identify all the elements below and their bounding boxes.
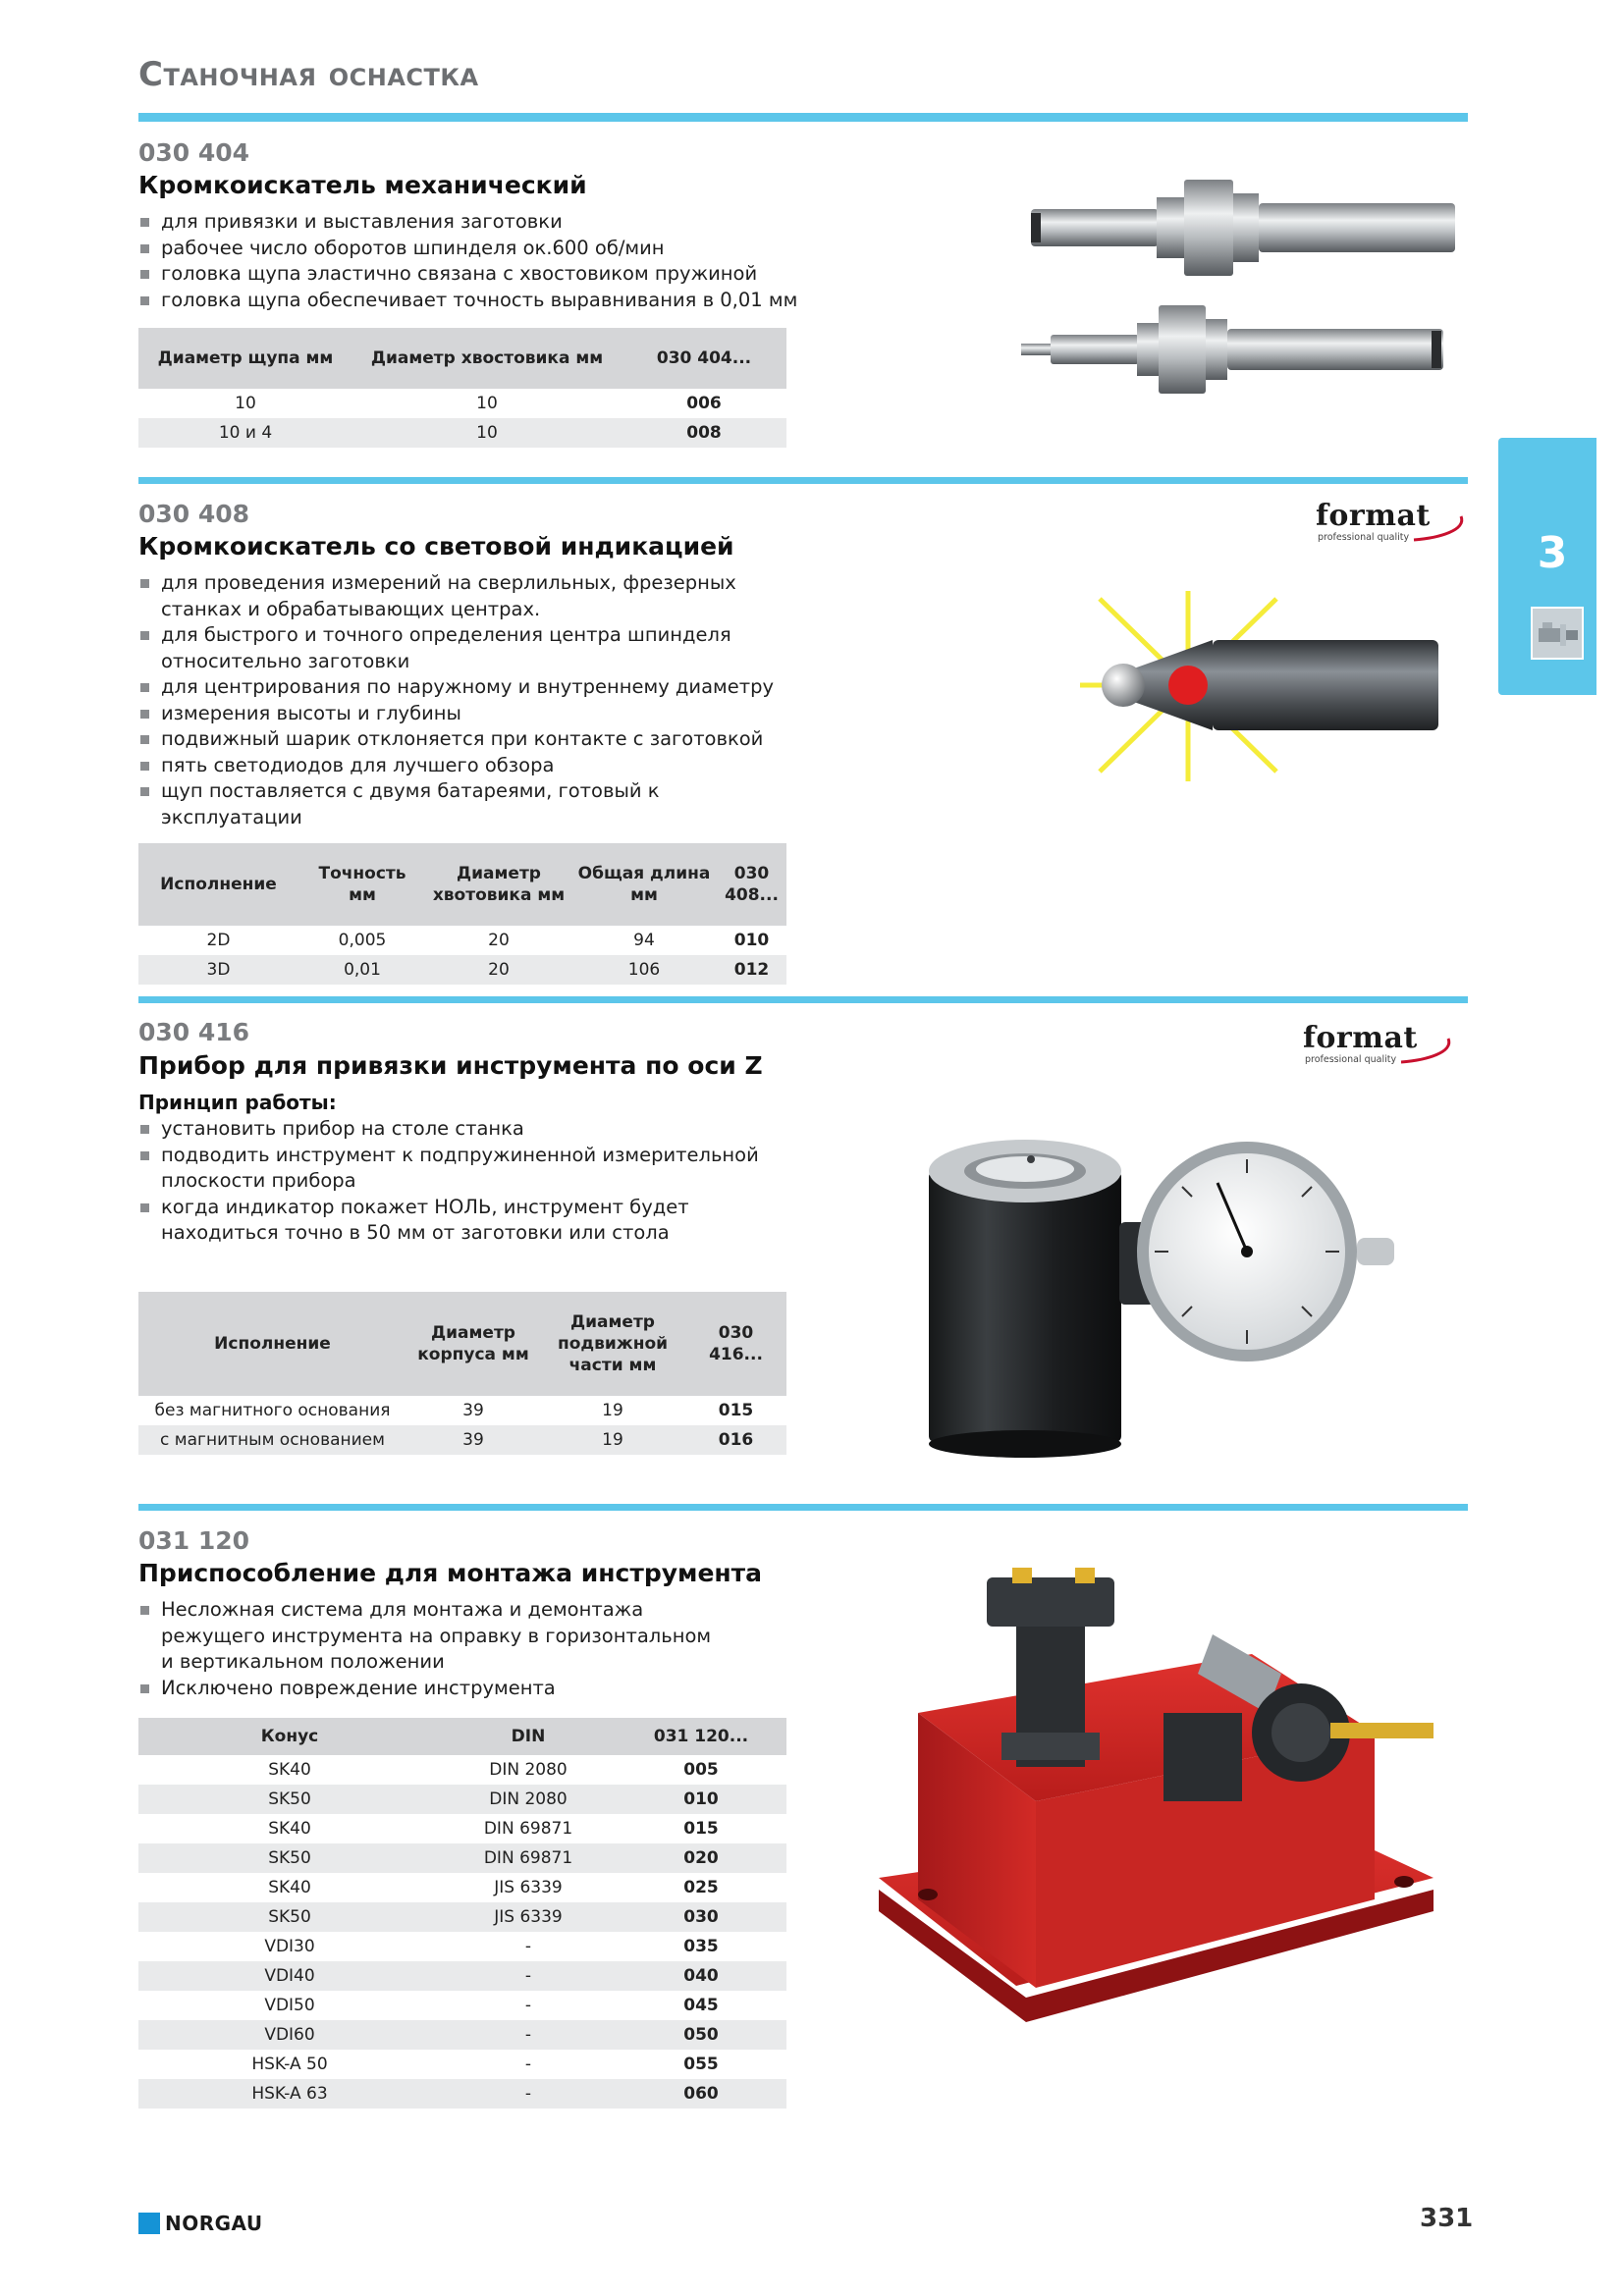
section-title: Кромкоискатель со световой индикацией — [138, 532, 734, 561]
section-code: 030 416 — [138, 1018, 250, 1046]
table-cell: VDI40 — [138, 1961, 441, 1991]
edge-finder-image — [1011, 172, 1473, 407]
table-row — [138, 418, 786, 448]
table-cell: 20 — [488, 931, 510, 950]
table-cell: 19 — [602, 1401, 623, 1420]
table-row — [138, 1396, 786, 1425]
list-item: измерения высоты и глубины — [138, 701, 806, 727]
table-cell: - — [524, 1996, 532, 2015]
z-setter-image — [923, 1124, 1434, 1458]
column-header: Исполнение — [138, 843, 298, 926]
list-item: установить прибор на столе станка — [138, 1116, 767, 1143]
spec-table — [138, 328, 786, 448]
article-number: 060 — [616, 2079, 786, 2109]
table-cell: SK40 — [268, 1819, 311, 1839]
column-header: 030 416... — [685, 1292, 786, 1396]
table-cell: - — [441, 2020, 616, 2050]
section-divider — [138, 477, 1468, 484]
article-number: 055 — [683, 2055, 719, 2074]
table-row — [138, 1873, 786, 1902]
section-code: 030 408 — [138, 500, 250, 528]
article-number: 040 — [616, 1961, 786, 1991]
table-cell: 10 — [352, 418, 622, 448]
table-cell: HSK-A 63 — [138, 2079, 441, 2109]
table-cell: 19 — [540, 1425, 685, 1455]
format-logo: format professional quality — [1316, 499, 1473, 548]
column-header: 030 404... — [622, 328, 786, 389]
table-row — [138, 1843, 786, 1873]
list-item: для центрирования по наружному и внутреннему диаметру — [138, 674, 806, 701]
article-number: 030 — [616, 1902, 786, 1932]
table-cell: DIN 2080 — [441, 1785, 616, 1814]
feature-list — [138, 1597, 728, 1701]
light-edge-finder-image — [1021, 589, 1453, 785]
section-title: Кромкоискатель механический — [138, 171, 587, 199]
table-cell: VDI30 — [264, 1937, 315, 1956]
table-cell: DIN 69871 — [483, 1819, 573, 1839]
table-cell: 39 — [406, 1425, 540, 1455]
article-number: 020 — [616, 1843, 786, 1873]
table-row — [138, 926, 786, 955]
table-row — [138, 1902, 786, 1932]
section-divider — [138, 996, 1468, 1003]
table-row — [138, 2079, 786, 2109]
table-row — [138, 1755, 786, 1785]
spec-table — [138, 843, 786, 985]
table-cell: JIS 6339 — [494, 1878, 563, 1897]
table-cell: 2D — [206, 931, 231, 950]
list-item: головка щупа обеспечивает точность выравнивания в 0,01 мм — [138, 288, 806, 314]
column-header: Диаметр щупа мм — [138, 328, 352, 389]
table-row — [138, 2050, 786, 2079]
table-cell: 10 — [235, 394, 256, 413]
list-item: Несложная система для монтажа и демонтажа режущего инструмента на оправку в горизонтальном и вертикальном положении — [138, 1597, 728, 1676]
header-rule — [138, 113, 1468, 122]
list-item: Исключено повреждение инструмента — [138, 1676, 728, 1702]
table-cell: DIN 2080 — [489, 1760, 568, 1780]
section-code: 030 404 — [138, 138, 250, 167]
table-cell: 3D — [138, 955, 298, 985]
list-item: подводить инструмент к подпружиненной измерительной плоскости прибора — [138, 1143, 767, 1195]
table-cell: с магнитным основанием — [138, 1425, 406, 1455]
table-row — [138, 1814, 786, 1843]
table-cell: - — [524, 1937, 532, 1956]
column-header: Диаметр корпуса мм — [406, 1292, 540, 1396]
article-number: 006 — [686, 394, 722, 413]
article-number: 012 — [717, 955, 786, 985]
list-item: для привязки и выставления заготовки — [138, 209, 806, 236]
article-number: 010 — [733, 931, 770, 950]
list-item: рабочее число оборотов шпинделя ок.600 об/мин — [138, 236, 806, 262]
list-item: для проведения измерений на сверлильных, фрезерных станках и обрабатывающих центрах. — [138, 570, 806, 622]
article-number: 035 — [683, 1937, 719, 1956]
section-title: Прибор для привязки инструмента по оси Z — [138, 1051, 763, 1080]
table-cell: SK40 — [268, 1760, 311, 1780]
feature-list — [138, 570, 806, 830]
column-header: Диаметр хвостовика мм — [352, 328, 622, 389]
table-cell: VDI60 — [138, 2020, 441, 2050]
list-item: для быстрого и точного определения центра шпинделя относительно заготовки — [138, 622, 806, 674]
format-logo: format professional quality — [1303, 1021, 1460, 1070]
table-cell: 20 — [426, 955, 571, 985]
table-cell: SK50 — [138, 1785, 441, 1814]
table-cell: без магнитного основания — [154, 1401, 391, 1420]
tool-mounting-fixture-image — [869, 1566, 1443, 2027]
table-cell: SK50 — [138, 1843, 441, 1873]
article-number: 015 — [718, 1401, 754, 1420]
article-number: 010 — [616, 1785, 786, 1814]
feature-list — [138, 209, 806, 313]
table-cell: SK40 — [268, 1878, 311, 1897]
brand-logo-mark — [138, 2213, 160, 2234]
column-header: Диаметр подвижной части мм — [540, 1292, 685, 1396]
column-header: DIN — [441, 1718, 616, 1755]
article-number: 050 — [616, 2020, 786, 2050]
article-number: 016 — [685, 1425, 786, 1455]
table-row — [138, 1425, 786, 1455]
column-header: 030 408... — [717, 843, 786, 926]
article-number: 025 — [683, 1878, 719, 1897]
table-cell: VDI50 — [264, 1996, 315, 2015]
section-title: Приспособление для монтажа инструмента — [138, 1559, 763, 1587]
list-item: подвижный шарик отклоняется при контакте с заготовкой — [138, 726, 806, 753]
table-cell: 0,005 — [338, 931, 387, 950]
column-header: Исполнение — [138, 1292, 406, 1396]
table-cell: SK50 — [138, 1902, 441, 1932]
list-item: пять светодиодов для лучшего обзора — [138, 753, 806, 779]
spec-table — [138, 1292, 786, 1455]
page-number: 331 — [1420, 2204, 1474, 2233]
section-divider — [138, 1504, 1468, 1511]
table-row — [138, 389, 786, 418]
spec-table — [138, 1718, 786, 2109]
table-row — [138, 1785, 786, 1814]
table-cell: 39 — [462, 1401, 484, 1420]
table-cell: 94 — [633, 931, 655, 950]
principle-heading: Принцип работы: — [138, 1091, 337, 1114]
table-row — [138, 2020, 786, 2050]
section-code: 031 120 — [138, 1526, 250, 1555]
brand-name: NORGAU — [165, 2212, 263, 2235]
list-item: головка щупа эластично связана с хвостовиком пружиной — [138, 261, 806, 288]
article-number: 045 — [683, 1996, 719, 2015]
table-cell: DIN 69871 — [441, 1843, 616, 1873]
chapter-number: 3 — [1537, 528, 1568, 578]
table-row — [138, 1932, 786, 1961]
table-cell: - — [441, 1961, 616, 1991]
column-header: Общая длина мм — [571, 843, 717, 926]
column-header: Конус — [138, 1718, 441, 1755]
article-number: 005 — [683, 1760, 719, 1780]
list-item: когда индикатор покажет НОЛЬ, инструмент будет находиться точно в 50 мм от заготовки или стола — [138, 1195, 767, 1247]
table-row — [138, 1961, 786, 1991]
table-row — [138, 955, 786, 985]
table-cell: 0,01 — [298, 955, 426, 985]
tool-holder-icon — [1531, 607, 1584, 660]
list-item: щуп поставляется с двумя батареями, готовый к эксплуатации — [138, 778, 806, 830]
table-row — [138, 1991, 786, 2020]
column-header: Диаметр хвотовика мм — [426, 843, 571, 926]
table-cell: 10 и 4 — [138, 418, 352, 448]
table-cell: - — [441, 2079, 616, 2109]
column-header: 031 120... — [616, 1718, 786, 1755]
table-cell: 106 — [571, 955, 717, 985]
table-cell: JIS 6339 — [441, 1902, 616, 1932]
table-cell: - — [524, 2055, 532, 2074]
article-number: 008 — [622, 418, 786, 448]
page-title: Станочная оснастка — [138, 55, 479, 94]
column-header: Точность мм — [298, 843, 426, 926]
table-cell: HSK-A 50 — [251, 2055, 328, 2074]
article-number: 015 — [683, 1819, 719, 1839]
feature-list — [138, 1116, 767, 1247]
table-cell: 10 — [476, 394, 498, 413]
